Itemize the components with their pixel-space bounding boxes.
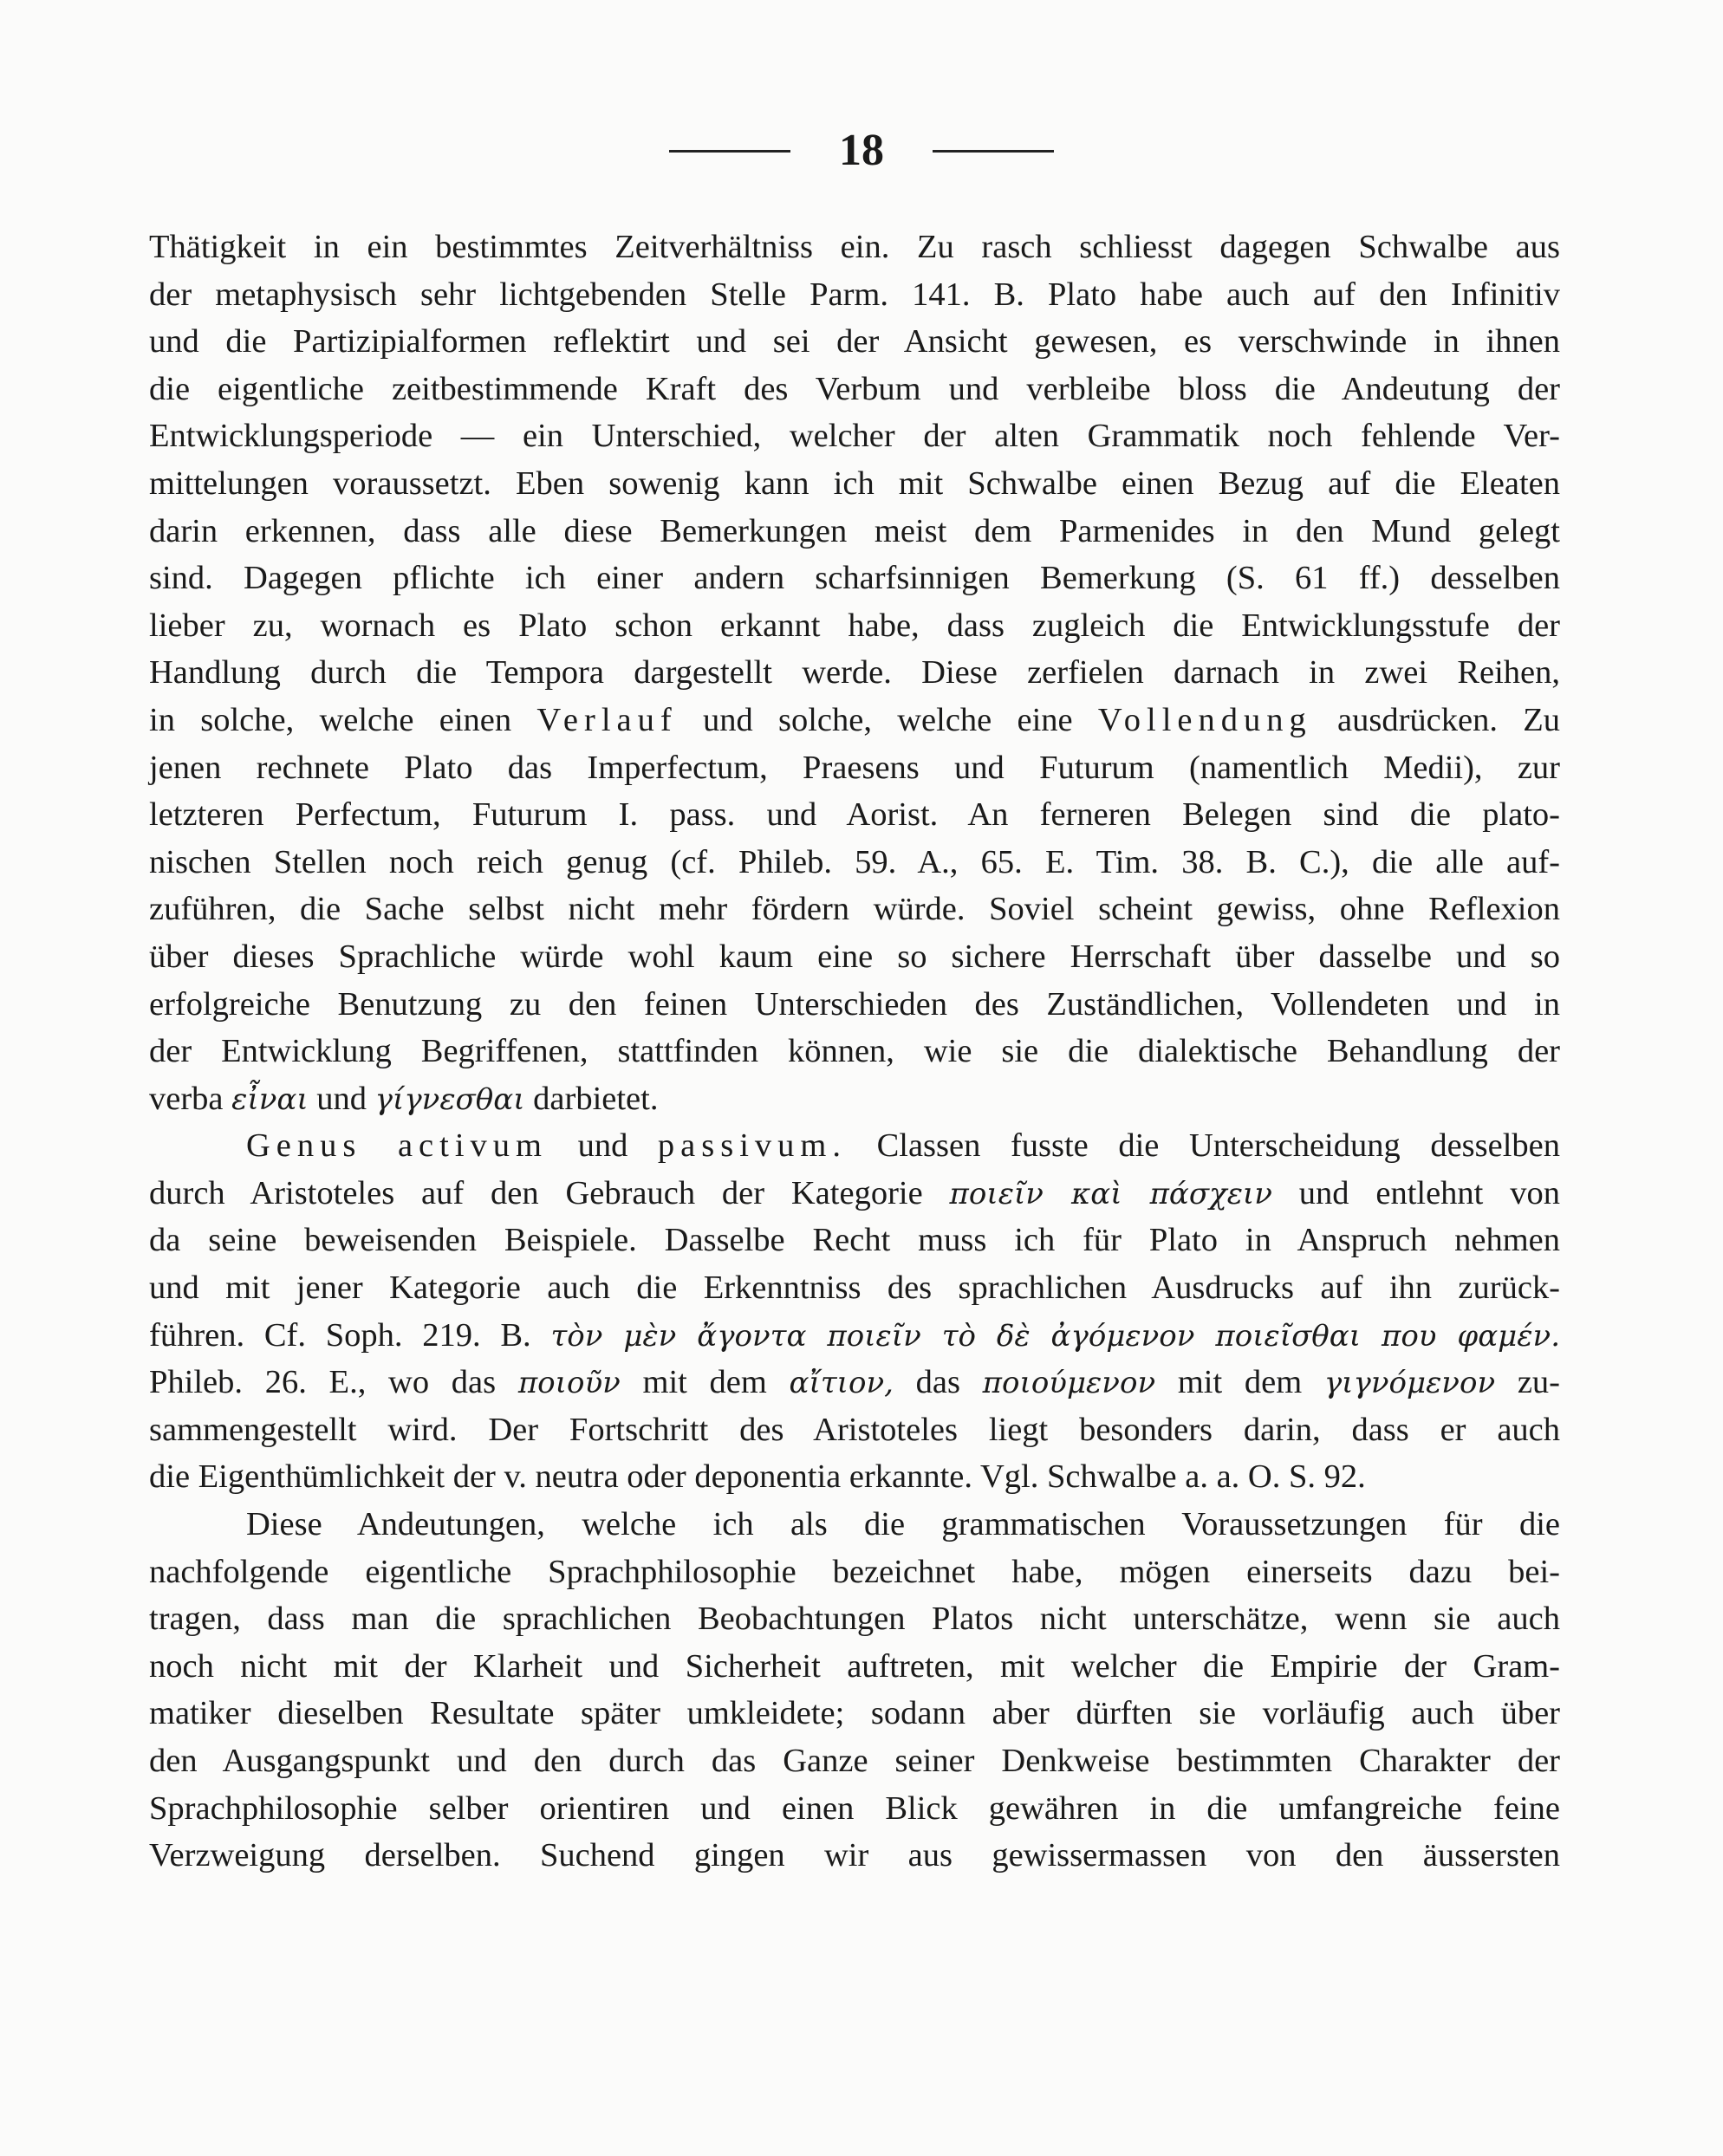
text-segment: und die Partizipialformen reflektirt und sei der Ansicht gewesen, es verschwinde in ihnen <box>149 323 1560 360</box>
text-line <box>149 1453 1560 1501</box>
text-segment: sammengestellt wird. Der Fortschritt des Aristoteles liegt besonders darin, dass er auch <box>149 1411 1560 1448</box>
text-segment: und mit jener Kategorie auch die Erkenntniss des sprachlichen Ausdrucks auf ihn zurück- <box>149 1270 1560 1307</box>
text-line <box>149 1075 1560 1123</box>
text-segment: noch nicht mit der Klarheit und Sicherheit auftreten, mit welcher die Empirie der Gram- <box>149 1647 1560 1685</box>
text-line <box>149 1122 1560 1170</box>
spaced-emphasis: Vollendung <box>1097 701 1312 738</box>
greek-text: ποιεῖν καὶ πάσχειν <box>949 1176 1272 1211</box>
text-line <box>149 791 1560 839</box>
text-segment: ausdrücken. Zu <box>1311 701 1560 738</box>
text-segment: und <box>308 1080 375 1117</box>
text-segment: lieber zu, wornach es Plato schon erkannt habe, dass zugleich die Entwicklungsstufe der <box>149 607 1560 644</box>
text-segment: Thätigkeit in ein bestimmtes Zeitverhältniss ein. Zu rasch schliesst dagegen Schwalbe aus <box>149 229 1560 265</box>
text-line <box>149 602 1560 650</box>
text-line <box>149 1832 1560 1880</box>
text-segment: darin erkennen, dass alle diese Bemerkungen meist dem Parmenides in den Mund gelegt <box>149 512 1560 549</box>
greek-text: τὸν μὲν ἄγοντα ποιεῖν τὸ δὲ ἀγόμενον ποιεῖσθαι που φαμέν. <box>550 1318 1560 1354</box>
text-segment: über dieses Sprachliche würde wohl kaum eine so sichere Herrschaft über dasselbe und so <box>149 938 1560 975</box>
page-number: 18 <box>839 126 884 175</box>
text-line <box>149 1737 1560 1785</box>
text-segment: nachfolgende eigentliche Sprachphilosophie bezeichnet habe, mögen einerseits dazu bei- <box>149 1553 1560 1590</box>
text-segment: nischen Stellen noch reich genug (cf. Phileb. 59. A., 65. E. Tim. 38. B. C.), die alle auf- <box>149 843 1560 880</box>
text-line <box>149 224 1560 271</box>
greek-text: γιγνόμενον <box>1323 1366 1496 1401</box>
text-segment: in solche, welche einen <box>149 701 537 738</box>
text-line <box>149 1595 1560 1643</box>
text-line <box>149 318 1560 366</box>
text-segment: Handlung durch die Tempora dargestellt werde. Diese zerfielen darnach in zwei Reihen, <box>149 654 1560 692</box>
text-segment: Sprachphilosophie selber orientiren und einen Blick gewähren in die umfangreiche feine <box>149 1789 1560 1827</box>
text-segment: Verzweigung derselben. Suchend gingen wir aus gewissermassen von den äussersten <box>149 1837 1560 1874</box>
greek-text: εἶναι <box>231 1081 309 1117</box>
text-segment: der Entwicklung Begriffenen, stattfinden können, wie sie die dialektische Behandlung der <box>149 1033 1560 1070</box>
text-line <box>149 933 1560 981</box>
text-line <box>149 1785 1560 1833</box>
header-rule-left <box>669 150 790 153</box>
text-segment: verba <box>149 1080 232 1117</box>
text-line <box>149 697 1560 744</box>
text-segment: zu- <box>1495 1364 1560 1401</box>
text-line <box>149 981 1560 1029</box>
text-line <box>149 1170 1560 1218</box>
text-line <box>149 1359 1560 1406</box>
greek-text: ποιούμενον <box>982 1366 1156 1401</box>
text-segment: Entwicklungsperiode — ein Unterschied, welcher der alten Grammatik noch fehlende Ver- <box>149 418 1560 455</box>
text-segment: da seine beweisenden Beispiele. Dasselbe Recht muss ich für Plato in Anspruch nehmen <box>149 1222 1560 1259</box>
body-text <box>149 224 1560 1880</box>
text-segment: zuführen, die Sache selbst nicht mehr fördern würde. Soviel scheint gewiss, ohne Reflexion <box>149 891 1560 928</box>
text-line <box>149 412 1560 460</box>
text-segment: und solche, welche eine <box>677 701 1098 738</box>
header-rule-right <box>933 150 1054 153</box>
spaced-emphasis: Verlauf <box>536 701 678 738</box>
text-line <box>149 555 1560 602</box>
text-segment: sind. Dagegen pflichte ich einer andern scharfsinnigen Bemerkung (S. 61 ff.) desselben <box>149 560 1560 597</box>
text-segment: der metaphysisch sehr lichtgebenden Stelle Parm. 141. B. Plato habe auch auf den Infinitiv <box>149 276 1560 313</box>
text-segment: und <box>547 1127 658 1165</box>
page-header <box>0 128 1723 173</box>
text-segment: mit dem <box>620 1364 790 1401</box>
text-segment: Classen fusste die Unterscheidung desselben <box>847 1127 1561 1165</box>
text-segment: tragen, dass man die sprachlichen Beobachtungen Platos nicht unterschätze, wenn sie auch <box>149 1601 1560 1638</box>
text-segment: letzteren Perfectum, Futurum I. pass. und Aorist. An ferneren Belegen sind die plato- <box>149 796 1560 834</box>
text-line <box>149 460 1560 508</box>
text-segment: mit dem <box>1155 1364 1324 1401</box>
text-line <box>149 1549 1560 1596</box>
text-segment: darbietet. <box>524 1080 659 1117</box>
text-segment: die eigentliche zeitbestimmende Kraft des Verbum und verbleibe bloss die Andeutung der <box>149 370 1560 407</box>
text-segment: jenen rechnete Plato das Imperfectum, Praesens und Futurum (namentlich Medii), zur <box>149 749 1560 786</box>
text-segment: das <box>893 1364 983 1401</box>
text-segment: durch Aristoteles auf den Gebrauch der Kategorie <box>149 1174 950 1211</box>
text-segment: führen. Cf. Soph. 219. B. <box>149 1316 551 1354</box>
greek-text: ποιοῦν <box>517 1366 621 1401</box>
text-line <box>149 1643 1560 1691</box>
text-segment: den Ausgangspunkt und den durch das Ganze seiner Denkweise bestimmten Charakter der <box>149 1743 1560 1779</box>
text-line <box>149 271 1560 319</box>
text-line <box>149 1690 1560 1737</box>
text-line <box>149 1264 1560 1312</box>
text-segment: mittelungen voraussetzt. Eben sowenig kann ich mit Schwalbe einen Bezug auf die Eleaten <box>149 464 1560 502</box>
spaced-emphasis: passivum. <box>657 1127 847 1165</box>
text-segment: und entlehnt von <box>1271 1174 1560 1211</box>
text-line <box>149 366 1560 413</box>
text-line <box>149 1312 1560 1360</box>
text-segment: matiker dieselben Resultate später umkleidete; sodann aber dürften sie vorläufig auch über <box>149 1695 1560 1732</box>
greek-text: αἴτιον, <box>789 1366 894 1401</box>
text-segment: Diese Andeutungen, welche ich als die grammatischen Voraussetzungen für die <box>246 1506 1560 1543</box>
text-line <box>149 839 1560 886</box>
text-line <box>149 508 1560 555</box>
text-line <box>149 886 1560 933</box>
text-line <box>149 649 1560 697</box>
text-segment: erfolgreiche Benutzung zu den feinen Unterschieden des Zuständlichen, Vollendeten und in <box>149 985 1560 1023</box>
text-segment: die Eigenthümlichkeit der v. neutra oder deponentia erkannte. Vgl. Schwalbe a. a. O. S. 92. <box>149 1458 1366 1496</box>
text-line <box>149 744 1560 792</box>
text-line <box>149 1028 1560 1075</box>
text-line <box>149 1501 1560 1549</box>
text-line <box>149 1406 1560 1454</box>
text-line <box>149 1217 1560 1264</box>
spaced-emphasis: Genus activum <box>246 1127 548 1165</box>
greek-text: γίγνεσθαι <box>374 1081 525 1117</box>
text-segment: Phileb. 26. E., wo das <box>149 1364 518 1401</box>
